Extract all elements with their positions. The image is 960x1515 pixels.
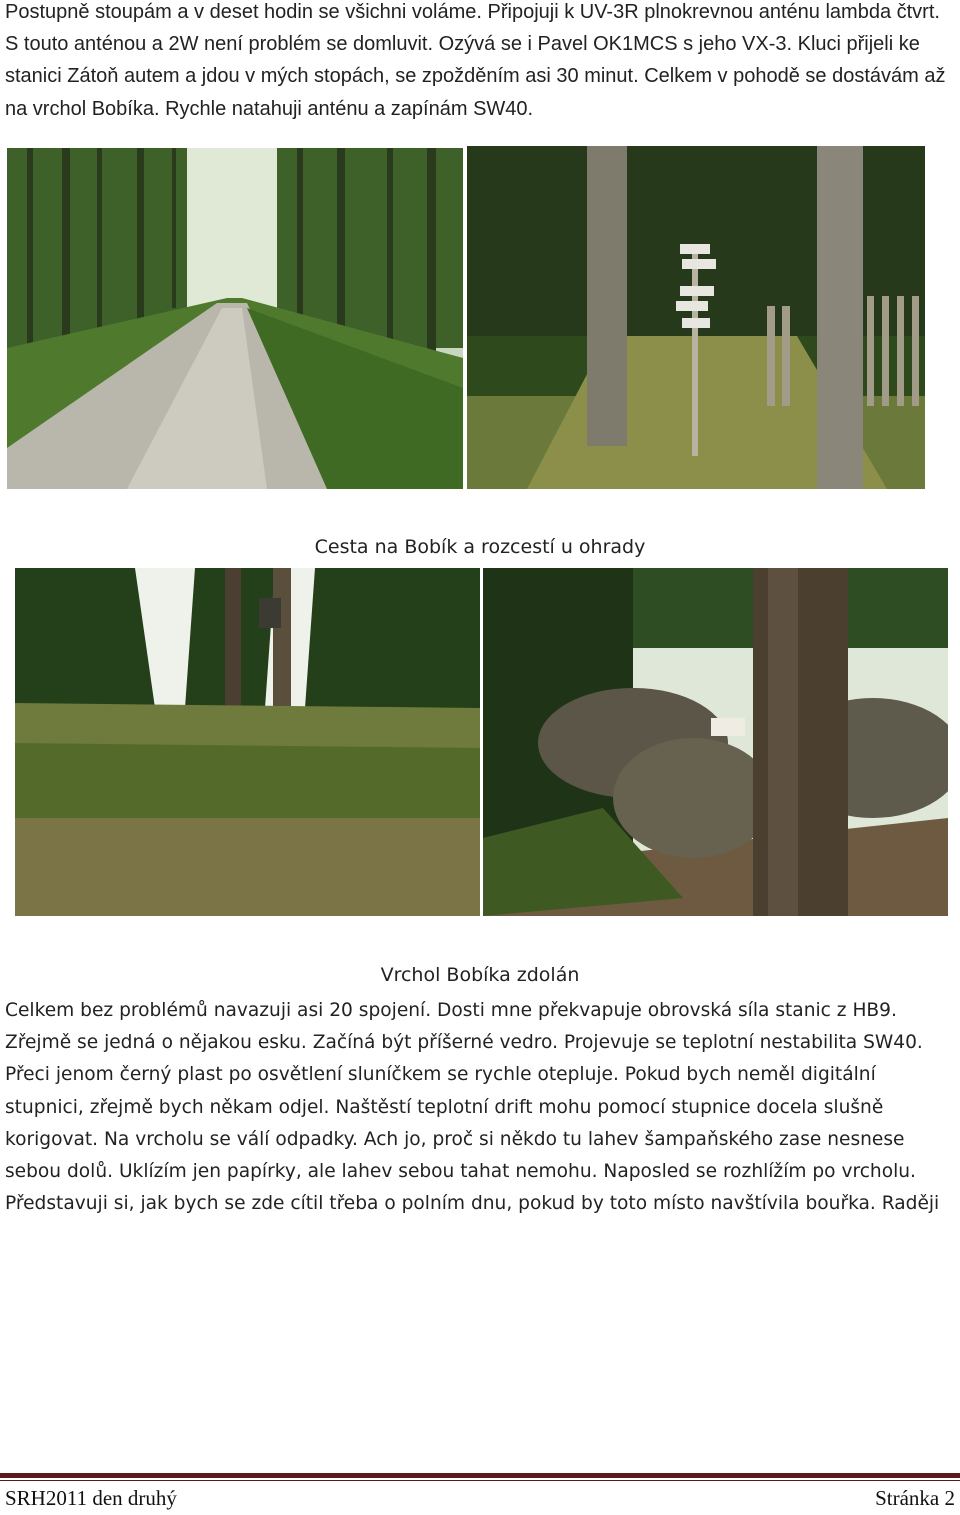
signpost-crossroads-photo (467, 146, 925, 489)
summit-meadow-photo (15, 568, 480, 916)
forest-road-photo (7, 148, 463, 489)
body-paragraph: Celkem bez problémů navazuji asi 20 spojení. Dosti mne překvapuje obrovská síla stanic z HB9. Zřejmě se jedná o nějakou esku. Začíná být příšerné vedro. Projevuje se teplotní nestabilita SW40. Přeci jenom černý plast po osvětlení sluníčkem se rychle otepluje. Pokud bych neměl digitální stupnici, zřejmě bych někam odjel. Naštěstí teplotní drift mohu pomocí stupnice docela slušně korigovat. Na vrcholu se válí odpadky. Ach jo, proč si někdo tu lahev šampaňského zase nesnese sebou dolů. Uklízím jen papírky, ale lahev sebou tahat nemohu. Naposled se rozhlížím po vrcholu. Představuji si, jak bych se zde cítil třeba o polním dnu, pokud by toto místo navštívila bouřka. Raději (5, 1000, 940, 1215)
footer-rule-thick (0, 1473, 960, 1478)
caption-first: Cesta na Bobík a rozcestí u ohrady (314, 536, 646, 558)
intro-paragraph: Postupně stoupám a v deset hodin se všichni voláme. Připojuji k UV-3R plnokrevnou anténu lambda čtvrt. S touto anténou a 2W není problém se domluvit. Ozývá se i Pavel OK1MCS s jeho VX-3. Kluci přijeli ke stanici Zátoň autem a jdou v mých stopách, se zpožděním asi 30 minut. Celkem v pohodě se dostávám až na vrchol Bobíka. Rychle natahuji anténu a zapínám SW40. (5, 1, 946, 120)
caption-second: Vrchol Bobíka zdolán (380, 964, 580, 986)
footer-page-number: Stránka 2 (875, 1486, 955, 1510)
footer-rule-thin (0, 1480, 960, 1481)
summit-rocks-photo (483, 568, 948, 916)
footer-document-title: SRH2011 den druhý (5, 1486, 177, 1510)
